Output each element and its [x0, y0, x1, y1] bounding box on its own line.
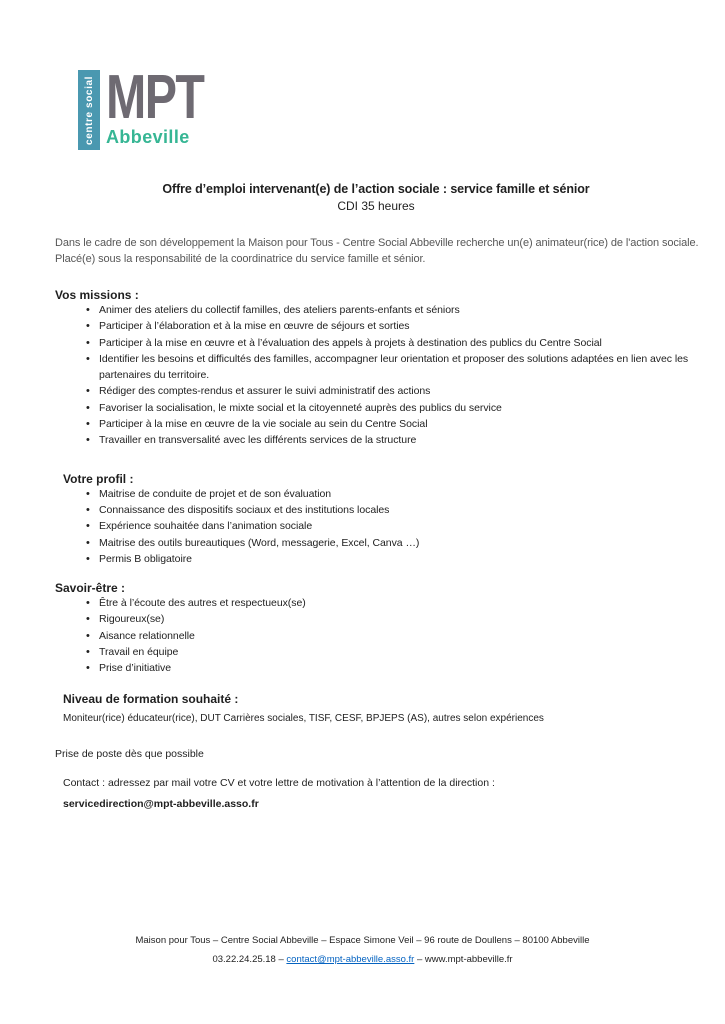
- list-item: • Identifier les besoins et difficultés des familles, accompagner leur orientation et proposer des solutions adaptées en lien avec les partenaires du territoire.: [55, 351, 700, 384]
- list-item: • Maitrise de conduite de projet et de son évaluation: [55, 486, 700, 502]
- list-item: • Rédiger des comptes-rendus et assurer le suivi administratif des actions: [55, 383, 700, 399]
- availability-text: Prise de poste dès que possible: [55, 747, 204, 760]
- footer-phone: 03.22.24.25.18 –: [212, 954, 287, 965]
- footer-contacts: [0, 953, 725, 967]
- document-body: [55, 235, 700, 811]
- page-title: Offre d’emploi intervenant(e) de l’action sociale : service famille et sénior: [162, 182, 590, 196]
- missions-list: [55, 302, 700, 449]
- contact-email: servicedirection@mpt-abbeville.asso.fr: [63, 797, 259, 810]
- logo-main: [106, 63, 231, 150]
- list-item: • Participer à la mise en œuvre et à l’évaluation des appels à projets à destination des publics du Centre Social: [55, 335, 700, 351]
- list-item: • Participer à la mise en œuvre de la vie sociale au sein du Centre Social: [55, 416, 700, 432]
- list-item: • Permis B obligatoire: [55, 551, 700, 567]
- logo-acronym: MPT: [106, 63, 204, 132]
- logo-vertical-bar: [78, 70, 100, 150]
- title-block: [55, 181, 697, 214]
- logo-city: Abbeville: [106, 126, 190, 147]
- list-item: • Participer à l’élaboration et à la mise en œuvre de séjours et sorties: [55, 318, 700, 334]
- list-item: • Aisance relationnelle: [55, 628, 700, 644]
- list-item: • Rigoureux(se): [55, 611, 700, 627]
- list-item: • Favoriser la socialisation, le mixte social et la citoyenneté auprès des publics du service: [55, 400, 700, 416]
- list-item: • Prise d’initiative: [55, 660, 700, 676]
- page-subtitle: CDI 35 heures: [337, 199, 415, 213]
- list-item: • Être à l’écoute des autres et respectueux(se): [55, 595, 700, 611]
- section-heading-savoir-etre: Savoir-être :: [55, 581, 126, 596]
- list-item: • Travail en équipe: [55, 644, 700, 660]
- contact-instructions: Contact : adressez par mail votre CV et votre lettre de motivation à l’attention de la direction :: [63, 776, 495, 789]
- intro-paragraph: Dans le cadre de son développement la Maison pour Tous - Centre Social Abbeville recherche un(e) animateur(rice) de l'action sociale. Placé(e) sous la responsabilité de la coordinatrice du service famille et sénior.: [55, 237, 699, 265]
- footer-email-link[interactable]: contact@mpt-abbeville.asso.fr: [286, 954, 415, 965]
- section-heading-formation: Niveau de formation souhaité :: [63, 691, 239, 706]
- formation-text: Moniteur(rice) éducateur(rice), DUT Carrières sociales, TISF, CESF, BPJEPS (AS), autres selon expériences: [63, 712, 544, 724]
- mpt-logo: [78, 63, 231, 150]
- section-heading-missions: Vos missions :: [55, 288, 139, 302]
- list-item: • Animer des ateliers du collectif familles, des ateliers parents-enfants et séniors: [55, 302, 700, 318]
- savoir-etre-list: [55, 595, 700, 676]
- profil-list: [55, 486, 700, 567]
- section-heading-profil: Votre profil :: [63, 471, 134, 486]
- footer-website: – www.mpt-abbeville.fr: [414, 954, 513, 965]
- logo-vertical-label: centre social: [83, 75, 95, 145]
- list-item: • Maitrise des outils bureautiques (Word, messagerie, Excel, Canva …): [55, 535, 700, 551]
- list-item: • Expérience souhaitée dans l’animation sociale: [55, 518, 700, 534]
- list-item: • Travailler en transversalité avec les différents services de la structure: [55, 432, 700, 448]
- document-footer: [0, 934, 725, 967]
- footer-address: Maison pour Tous – Centre Social Abbeville – Espace Simone Veil – 96 route de Doullens – 80100 Abbeville: [135, 935, 590, 946]
- list-item: • Connaissance des dispositifs sociaux et des institutions locales: [55, 502, 700, 518]
